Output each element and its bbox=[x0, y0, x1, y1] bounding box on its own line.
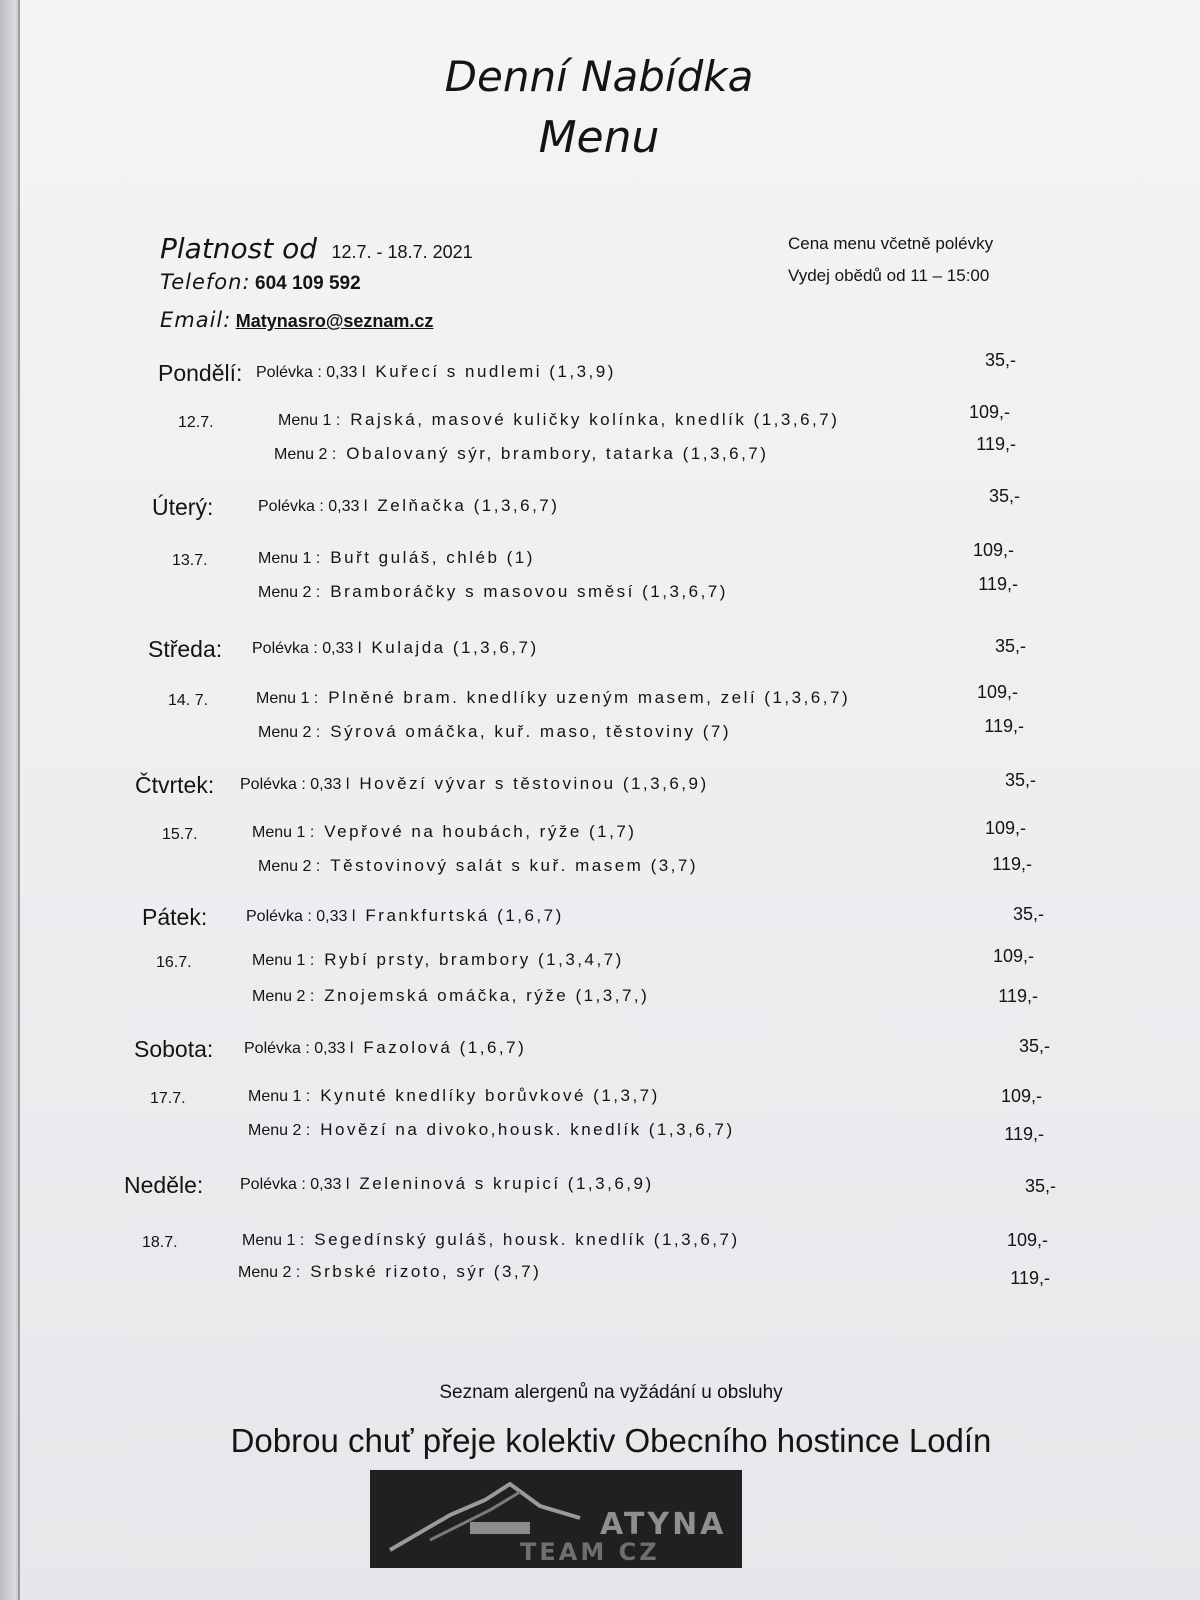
menu2-price: 119,- bbox=[1004, 1124, 1044, 1144]
day-date: 16.7. bbox=[156, 954, 192, 971]
soup-row bbox=[240, 1174, 654, 1194]
soup-row bbox=[256, 362, 616, 382]
menu2-label: Menu 2 : bbox=[258, 724, 321, 741]
day-name: Čtvrtek: bbox=[135, 772, 215, 798]
soup-description: Zeleninová s krupicí (1,3,6,9) bbox=[359, 1174, 654, 1193]
menu1-label: Menu 1 : bbox=[242, 1232, 305, 1249]
menu1-price: 109,- bbox=[972, 540, 1014, 560]
page-shadow-edge bbox=[0, 0, 16, 1600]
soup-label: Polévka : 0,33 l bbox=[246, 908, 356, 925]
mountain-logo-icon bbox=[370, 1470, 742, 1568]
menu2-label: Menu 2 : bbox=[238, 1264, 301, 1281]
daily-menu bbox=[20, 0, 1200, 1600]
menu2-description: Obalovaný sýr, brambory, tatarka (1,3,6,7) bbox=[346, 444, 769, 463]
menu2-price: 119,- bbox=[976, 434, 1016, 454]
menu2-description: Sýrová omáčka, kuř. maso, těstoviny (7) bbox=[330, 722, 732, 741]
menu2-price: 119,- bbox=[1010, 1268, 1050, 1288]
greeting: Dobrou chuť přeje kolektiv Obecního hostince Lodín bbox=[230, 1422, 992, 1459]
day-name: Sobota: bbox=[134, 1036, 214, 1062]
svg-text:ATYNA: ATYNA bbox=[600, 1507, 727, 1542]
menu2-description: Těstovinový salát s kuř. masem (3,7) bbox=[330, 856, 699, 875]
menu1-description: Buřt guláš, chléb (1) bbox=[330, 548, 535, 567]
menu1-row bbox=[242, 1230, 740, 1250]
menu1-row bbox=[258, 548, 535, 568]
menu2-label: Menu 2 : bbox=[258, 858, 321, 875]
menu2-price: 119,- bbox=[998, 986, 1038, 1006]
phone-value: 604 109 592 bbox=[255, 273, 361, 294]
menu2-price: 119,- bbox=[992, 854, 1032, 874]
soup-row bbox=[244, 1038, 526, 1058]
menu1-label: Menu 1 : bbox=[248, 1088, 311, 1105]
day-name: Středa: bbox=[148, 636, 223, 662]
menu1-description: Rajská, masové kuličky kolínka, knedlík (1,3,6,7) bbox=[350, 410, 840, 429]
menu2-label: Menu 2 : bbox=[274, 446, 337, 463]
day-date: 14. 7. bbox=[168, 692, 209, 709]
menu1-label: Menu 1 : bbox=[252, 952, 315, 969]
day-date: 13.7. bbox=[172, 552, 208, 569]
soup-price: 35,- bbox=[984, 350, 1016, 370]
menu2-row bbox=[274, 444, 768, 464]
soup-description: Fazolová (1,6,7) bbox=[363, 1038, 527, 1057]
day-name: Neděle: bbox=[124, 1172, 204, 1198]
email-link[interactable]: Matynasro@seznam.cz bbox=[235, 311, 434, 331]
menu2-label: Menu 2 : bbox=[248, 1122, 311, 1139]
logo bbox=[370, 1470, 742, 1568]
menu1-price: 109,- bbox=[976, 682, 1018, 702]
soup-row bbox=[258, 496, 559, 516]
day-date: 15.7. bbox=[162, 826, 198, 843]
menu2-row bbox=[258, 582, 728, 602]
day-date: 12.7. bbox=[178, 414, 214, 431]
allergens-note: Seznam alergenů na vyžádání u obsluhy bbox=[439, 1382, 783, 1403]
soup-description: Hovězí vývar s těstovinou (1,3,6,9) bbox=[359, 774, 709, 793]
menu2-row bbox=[248, 1120, 735, 1140]
menu2-row bbox=[258, 856, 698, 876]
menu1-price: 109,- bbox=[992, 946, 1034, 966]
soup-label: Polévka : 0,33 l bbox=[252, 640, 362, 657]
day-name: Úterý: bbox=[152, 494, 214, 520]
menu1-row bbox=[256, 688, 850, 708]
soup-row bbox=[240, 774, 709, 794]
menu-sheet bbox=[18, 0, 1200, 1600]
menu1-label: Menu 1 : bbox=[256, 690, 319, 707]
soup-price: 35,- bbox=[1012, 904, 1044, 924]
menu1-price: 109,- bbox=[1000, 1086, 1042, 1106]
soup-description: Frankfurtská (1,6,7) bbox=[365, 906, 564, 925]
menu1-price: 109,- bbox=[984, 818, 1026, 838]
soup-price: 35,- bbox=[1004, 770, 1036, 790]
menu2-row bbox=[238, 1262, 541, 1282]
svg-text:TEAM CZ: TEAM CZ bbox=[520, 1538, 660, 1566]
soup-label: Polévka : 0,33 l bbox=[256, 364, 366, 381]
menu1-description: Kynuté knedlíky borůvkové (1,3,7) bbox=[320, 1086, 660, 1105]
menu2-price: 119,- bbox=[984, 716, 1024, 736]
day-date: 18.7. bbox=[142, 1234, 178, 1251]
menu2-label: Menu 2 : bbox=[252, 988, 315, 1005]
menu1-label: Menu 1 : bbox=[278, 412, 341, 429]
soup-description: Kulajda (1,3,6,7) bbox=[371, 638, 539, 657]
soup-price: 35,- bbox=[1024, 1176, 1056, 1196]
soup-description: Zelňačka (1,3,6,7) bbox=[377, 496, 560, 515]
menu1-row bbox=[252, 950, 624, 970]
menu1-description: Rybí prsty, brambory (1,3,4,7) bbox=[324, 950, 624, 969]
email-label: Email: bbox=[160, 308, 232, 332]
validity-label: Platnost od bbox=[160, 232, 318, 265]
soup-label: Polévka : 0,33 l bbox=[240, 1176, 350, 1193]
page-title: Denní Nabídka bbox=[444, 52, 754, 101]
menu1-description: Vepřové na houbách, rýže (1,7) bbox=[324, 822, 637, 841]
menu2-row bbox=[258, 722, 731, 742]
soup-description: Kuřecí s nudlemi (1,3,9) bbox=[375, 362, 616, 381]
menu1-description: Plněné bram. knedlíky uzeným masem, zelí (1,3,6,7) bbox=[328, 688, 851, 707]
menu1-row bbox=[278, 410, 839, 430]
menu2-description: Srbské rizoto, sýr (3,7) bbox=[310, 1262, 542, 1281]
soup-label: Polévka : 0,33 l bbox=[240, 776, 350, 793]
soup-price: 35,- bbox=[988, 486, 1020, 506]
validity-value: 12.7. - 18.7. 2021 bbox=[331, 242, 473, 262]
soup-price: 35,- bbox=[1018, 1036, 1050, 1056]
menu1-row bbox=[248, 1086, 660, 1106]
soup-label: Polévka : 0,33 l bbox=[244, 1040, 354, 1057]
menu2-description: Bramboráčky s masovou směsí (1,3,6,7) bbox=[330, 582, 728, 601]
menu1-description: Segedínský guláš, housk. knedlík (1,3,6,7) bbox=[314, 1230, 740, 1249]
menu2-description: Znojemská omáčka, rýže (1,3,7,) bbox=[324, 986, 650, 1005]
menu1-label: Menu 1 : bbox=[252, 824, 315, 841]
menu1-price: 109,- bbox=[1006, 1230, 1048, 1250]
menu1-label: Menu 1 : bbox=[258, 550, 321, 567]
day-date: 17.7. bbox=[150, 1090, 186, 1107]
page-subtitle: Menu bbox=[538, 112, 660, 163]
soup-price: 35,- bbox=[994, 636, 1026, 656]
menu1-row bbox=[252, 822, 636, 842]
menu1-price: 109,- bbox=[968, 402, 1010, 422]
hours-note: Vydej obědů od 11 – 15:00 bbox=[788, 266, 990, 285]
price-note: Cena menu včetně polévky bbox=[788, 234, 994, 253]
soup-row bbox=[246, 906, 564, 926]
day-name: Pátek: bbox=[142, 904, 208, 930]
phone-label: Telefon: bbox=[160, 270, 251, 294]
soup-row bbox=[252, 638, 539, 658]
soup-label: Polévka : 0,33 l bbox=[258, 498, 368, 515]
day-name: Pondělí: bbox=[158, 360, 243, 386]
menu2-label: Menu 2 : bbox=[258, 584, 321, 601]
menu2-row bbox=[252, 986, 649, 1006]
menu2-description: Hovězí na divoko,housk. knedlík (1,3,6,7) bbox=[320, 1120, 735, 1139]
menu2-price: 119,- bbox=[978, 574, 1018, 594]
